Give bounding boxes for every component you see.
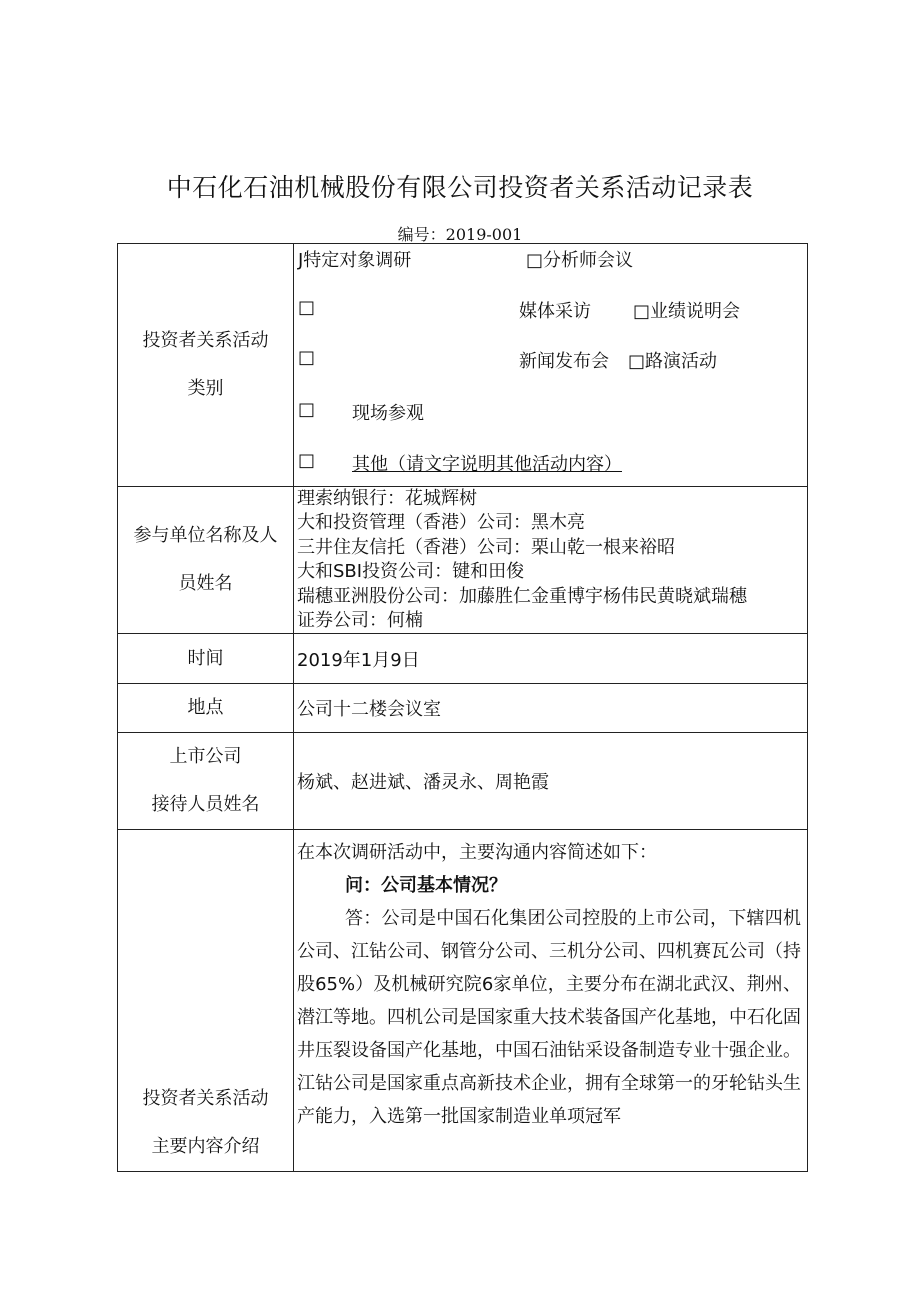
option-specific-research[interactable]: J特定对象调研 xyxy=(298,250,412,271)
page-title: 中石化石油机械股份有限公司投资者关系活动记录表 xyxy=(166,173,754,202)
content-answer: 答：公司是中国石化集团公司控股的上市公司，下辖四机公司、江钻公司、钢管分公司、三机分公司、四机赛瓦公司（持股65%）及机械研究院6家单位，主要分布在湖北武汉、荆州、潜江等地。四机公司是国家重大技术装备国产化基地，中石化固井压裂设备国产化基地，中国石油钻采设备制造专业十强企业。江钻公司是国家重点高新技术企业，拥有全球第一的牙轮钻头生产能力，入选第一批国家制造业单项冠军 xyxy=(297,908,801,1128)
row-location xyxy=(118,684,808,733)
option-media-interview[interactable]: 媒体采访 xyxy=(519,301,591,322)
checkbox-media[interactable]: □ xyxy=(298,297,316,318)
row-participants xyxy=(118,487,808,634)
label-activity-type: 投资者关系活动 类别 xyxy=(118,244,294,487)
content-body xyxy=(294,830,808,1172)
location-value: 公司十二楼会议室 xyxy=(294,684,808,733)
activity-type-options xyxy=(294,244,808,487)
checkbox-other[interactable]: □ xyxy=(298,450,316,471)
label-location: 地点 xyxy=(118,684,294,733)
option-site-visit[interactable]: 现场参观 xyxy=(352,403,424,424)
row-content xyxy=(118,830,808,1172)
time-value: 2019年1月9日 xyxy=(294,634,808,684)
checkbox-press[interactable]: □ xyxy=(298,347,316,368)
row-reception xyxy=(118,733,808,830)
row-time xyxy=(118,634,808,684)
option-analyst-meeting[interactable]: □分析师会议 xyxy=(526,250,634,271)
option-results-briefing[interactable]: □业绩说明会 xyxy=(633,301,741,322)
reception-value: 杨斌、赵进斌、潘灵永、周艳霞 xyxy=(294,733,808,830)
label-participants: 参与单位名称及人 员姓名 xyxy=(118,487,294,634)
label-time: 时间 xyxy=(118,634,294,684)
participant-line: 大和投资管理（香港）公司：黑木亮 xyxy=(297,512,585,534)
participant-line: 大和SBI投资公司：键和田俊 xyxy=(297,561,525,583)
participant-line: 三井住友信托（香港）公司：栗山乾一根来裕昭 xyxy=(297,536,675,558)
checkbox-site-visit[interactable]: □ xyxy=(298,399,316,420)
label-content: 投资者关系活动 主要内容介绍 xyxy=(118,830,294,1172)
option-press-conference[interactable]: 新闻发布会 xyxy=(519,351,609,372)
option-other[interactable]: 其他（请文字说明其他活动内容） xyxy=(352,454,622,475)
participant-line: 理索纳银行：花城辉树 xyxy=(297,488,477,509)
participant-line: 证券公司：何楠 xyxy=(297,610,423,632)
content-intro: 在本次调研活动中，主要沟通内容简述如下： xyxy=(297,842,657,864)
option-roadshow[interactable]: □路演活动 xyxy=(628,351,718,372)
row-activity-type xyxy=(118,244,808,487)
participants-list xyxy=(294,487,808,634)
content-question: 问：公司基本情况？ xyxy=(345,875,507,897)
serial-number: 编号：2019-001 xyxy=(397,225,523,244)
record-table xyxy=(117,243,808,1172)
label-reception: 上市公司 接待人员姓名 xyxy=(118,733,294,830)
participant-line: 瑞穗亚洲股份公司：加藤胜仁金重博宇杨伟民黄晓斌瑞穗 xyxy=(297,585,747,607)
